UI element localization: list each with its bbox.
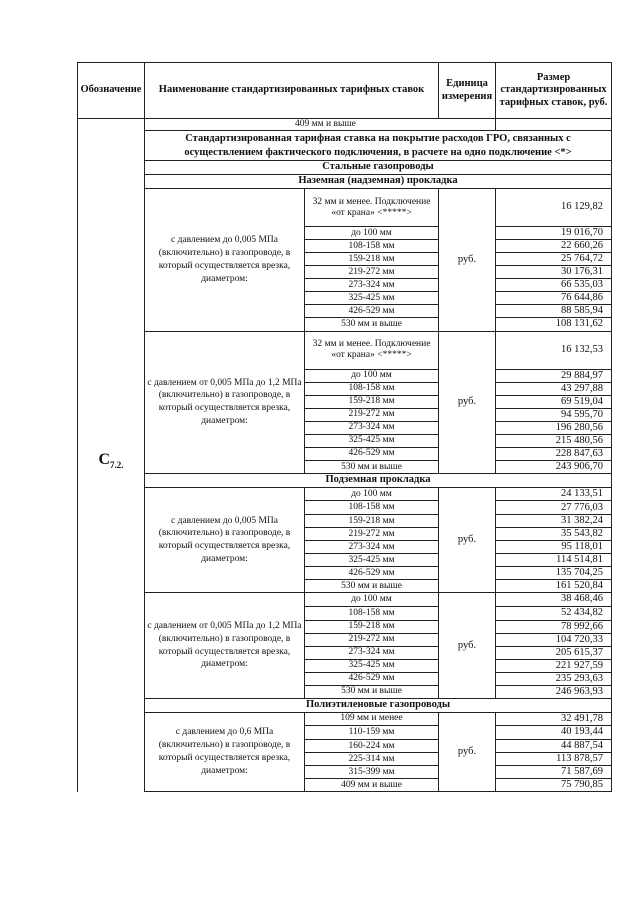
header-size: Размер стандартизированных тарифных ставок, руб.	[496, 63, 612, 119]
tariff-value: 161 520,84	[496, 580, 612, 593]
tariff-value: 19 016,70	[496, 227, 612, 240]
diameter-cell: 273-324 мм	[305, 421, 439, 434]
tariff-value: 30 176,31	[496, 266, 612, 279]
diameter-cell: 32 мм и менее. Подключение «от крана» <*****>	[305, 331, 439, 369]
title-row	[78, 131, 612, 161]
tariff-value: 29 884,97	[496, 369, 612, 382]
section-row	[78, 175, 612, 189]
diameter-cell: 530 мм и выше	[305, 318, 439, 331]
tariff-value: 215 480,56	[496, 434, 612, 447]
code-cell	[78, 131, 145, 792]
unit-cell: руб.	[439, 593, 496, 698]
section-heading: Подземная прокладка	[145, 474, 612, 488]
tariff-value: 27 776,03	[496, 501, 612, 515]
diameter-cell: 108-158 мм	[305, 501, 439, 515]
table-row	[78, 488, 612, 501]
diameter-cell: 108-158 мм	[305, 240, 439, 253]
tariff-value: 108 131,62	[496, 318, 612, 331]
pressure-description: с давлением до 0,005 МПа (включительно) в газопроводе, в который осуществляется врезка, диаметром:	[145, 189, 305, 332]
diameter-cell: 159-218 мм	[305, 253, 439, 266]
tariff-value: 40 193,44	[496, 725, 612, 739]
tariff-table	[77, 62, 612, 792]
diameter-cell: до 100 мм	[305, 369, 439, 382]
diameter-cell: 325-425 мм	[305, 434, 439, 447]
pressure-description: с давлением от 0,005 МПа до 1,2 МПа (включительно) в газопроводе, в который осуществляется врезка, диаметром:	[145, 593, 305, 698]
tariff-value: 22 660,26	[496, 240, 612, 253]
tariff-value: 16 129,82	[496, 189, 612, 227]
diameter-cell: 530 мм и выше	[305, 685, 439, 698]
diameter-cell: до 100 мм	[305, 227, 439, 240]
diameter-cell: 110-159 мм	[305, 725, 439, 739]
tariff-value: 38 468,46	[496, 593, 612, 606]
tariff-value: 35 543,82	[496, 528, 612, 541]
tariff-value: 135 704,25	[496, 567, 612, 580]
tariff-value: 71 587,69	[496, 766, 612, 779]
tariff-value: 24 133,51	[496, 488, 612, 501]
header-designation: Обозначение	[78, 63, 145, 119]
diameter-cell: 219-272 мм	[305, 266, 439, 279]
diameter-cell: 426-529 мм	[305, 672, 439, 685]
tariff-value: 88 585,94	[496, 305, 612, 318]
tariff-value: 52 434,82	[496, 606, 612, 620]
prev-row-label: 409 мм и выше	[145, 119, 496, 131]
diameter-cell: 32 мм и менее. Подключение «от крана» <*****>	[305, 189, 439, 227]
diameter-cell: 325-425 мм	[305, 659, 439, 672]
section-title: Стандартизированная тарифная ставка на покрытие расходов ГРО, связанных с осуществлением фактического подключения, в расчете на одно подключение <*>	[145, 131, 612, 161]
tariff-value: 75 790,85	[496, 779, 612, 792]
header-unit: Единица измерения	[439, 63, 496, 119]
diameter-cell: 108-158 мм	[305, 606, 439, 620]
diameter-cell: 273-324 мм	[305, 279, 439, 292]
tariff-value: 76 644,86	[496, 292, 612, 305]
pressure-description: с давлением до 0,005 МПа (включительно) в газопроводе, в который осуществляется врезка, диаметром:	[145, 488, 305, 593]
tariff-value: 243 906,70	[496, 460, 612, 473]
section-heading: Стальные газопроводы	[145, 161, 612, 175]
unit-cell: руб.	[439, 189, 496, 332]
section-heading: Наземная (надземная) прокладка	[145, 175, 612, 189]
tariff-value: 235 293,63	[496, 672, 612, 685]
unit-cell: руб.	[439, 488, 496, 593]
unit-cell: руб.	[439, 331, 496, 474]
diameter-cell: 273-324 мм	[305, 646, 439, 659]
table-row	[78, 189, 612, 227]
table-row	[78, 331, 612, 369]
tariff-value: 113 878,57	[496, 753, 612, 766]
code-label: С	[98, 451, 111, 469]
tariff-value: 114 514,81	[496, 554, 612, 567]
tariff-value: 32 491,78	[496, 712, 612, 725]
pressure-description: с давлением до 0,6 МПа (включительно) в газопроводе, в который осуществляется врезка, диаметром:	[145, 712, 305, 791]
section-row	[78, 474, 612, 488]
code-subscript: 7.2.	[110, 460, 124, 471]
section-row	[78, 161, 612, 175]
diameter-cell: 159-218 мм	[305, 620, 439, 633]
diameter-cell: 325-425 мм	[305, 292, 439, 305]
diameter-cell: 426-529 мм	[305, 447, 439, 460]
diameter-cell: 160-224 мм	[305, 739, 439, 752]
section-row	[78, 698, 612, 712]
tariff-value: 196 280,56	[496, 421, 612, 434]
diameter-cell: 426-529 мм	[305, 567, 439, 580]
tariff-value: 104 720,33	[496, 633, 612, 646]
section-heading: Полиэтиленовые газопроводы	[145, 698, 612, 712]
diameter-cell: 409 мм и выше	[305, 779, 439, 792]
diameter-cell: 530 мм и выше	[305, 460, 439, 473]
tariff-value: 43 297,88	[496, 382, 612, 395]
diameter-cell: 109 мм и менее	[305, 712, 439, 725]
diameter-cell: 219-272 мм	[305, 633, 439, 646]
tariff-value: 66 535,03	[496, 279, 612, 292]
tariff-value: 221 927,59	[496, 659, 612, 672]
diameter-cell: 108-158 мм	[305, 382, 439, 395]
tariff-value: 31 382,24	[496, 515, 612, 528]
tariff-value: 228 847,63	[496, 447, 612, 460]
diameter-cell: 315-399 мм	[305, 766, 439, 779]
header-row	[78, 63, 612, 119]
diameter-cell: 219-272 мм	[305, 528, 439, 541]
diameter-cell: 225-314 мм	[305, 753, 439, 766]
diameter-cell: 159-218 мм	[305, 515, 439, 528]
tariff-value: 69 519,04	[496, 395, 612, 408]
tariff-value: 16 132,53	[496, 331, 612, 369]
diameter-cell: до 100 мм	[305, 593, 439, 606]
tariff-value: 25 764,72	[496, 253, 612, 266]
tariff-value: 205 615,37	[496, 646, 612, 659]
header-name: Наименование стандартизированных тарифных ставок	[145, 63, 439, 119]
table-row	[78, 593, 612, 606]
unit-cell: руб.	[439, 712, 496, 791]
tariff-value: 95 118,01	[496, 541, 612, 554]
tariff-value: 94 595,70	[496, 408, 612, 421]
diameter-cell: до 100 мм	[305, 488, 439, 501]
tariff-value: 44 887,54	[496, 739, 612, 752]
diameter-cell: 530 мм и выше	[305, 580, 439, 593]
prev-row	[78, 119, 612, 131]
diameter-cell: 426-529 мм	[305, 305, 439, 318]
diameter-cell: 219-272 мм	[305, 408, 439, 421]
tariff-value: 78 992,66	[496, 620, 612, 633]
pressure-description: с давлением от 0,005 МПа до 1,2 МПа (включительно) в газопроводе, в который осуществляется врезка, диаметром:	[145, 331, 305, 474]
diameter-cell: 273-324 мм	[305, 541, 439, 554]
tariff-value: 246 963,93	[496, 685, 612, 698]
diameter-cell: 325-425 мм	[305, 554, 439, 567]
table-row	[78, 712, 612, 725]
diameter-cell: 159-218 мм	[305, 395, 439, 408]
